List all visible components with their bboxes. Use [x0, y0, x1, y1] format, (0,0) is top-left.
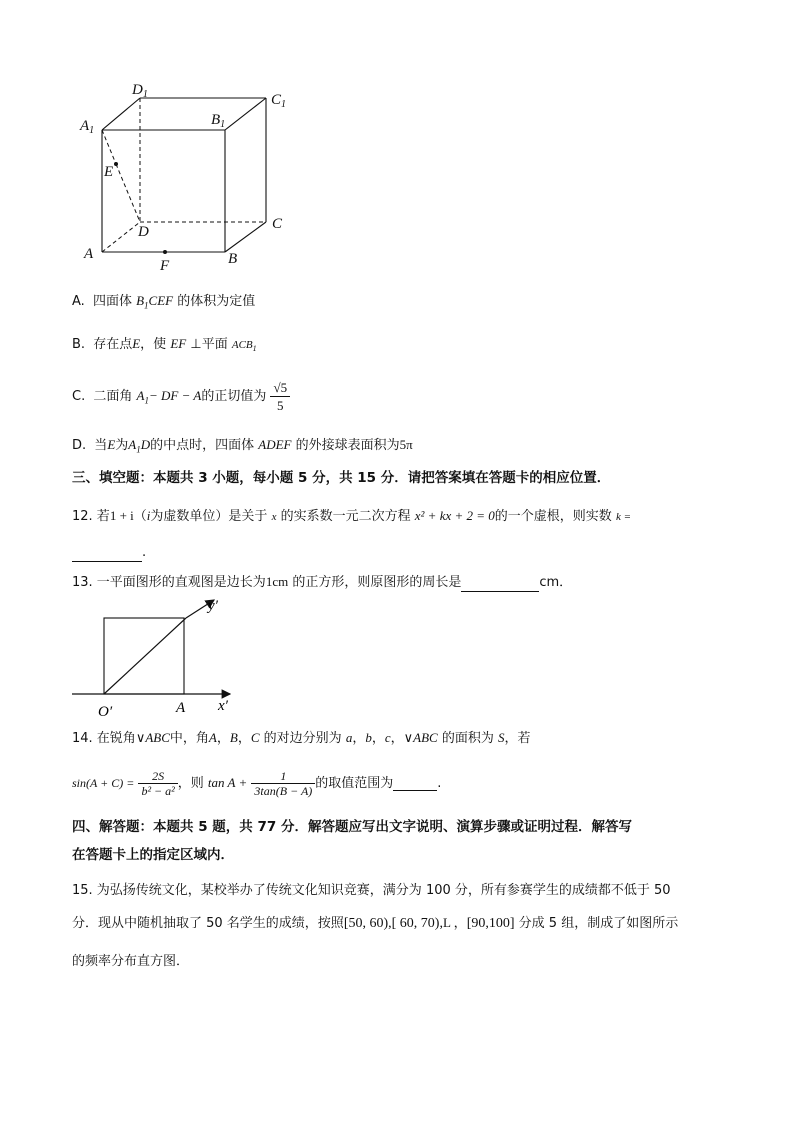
- fraction-sqrt5-over-5: $\frac{√5}{5}$: [270, 379, 290, 414]
- label-a1: $A_1$: [80, 118, 95, 136]
- math-a1: $A_1$: [136, 388, 149, 406]
- segment-a1e: [102, 130, 116, 164]
- answer-blank-14[interactable]: [393, 776, 437, 791]
- label-a: A: [84, 246, 94, 262]
- option-a: A. 四面体 $B_1CEF$ 的体积为定值: [72, 293, 256, 311]
- math-acb1: $ACB_1$: [231, 339, 257, 354]
- label-e: E: [104, 164, 114, 180]
- edge-a1d1: [102, 98, 140, 130]
- fraction-2s: $\frac{2S}{\text{b² − a²}}$: [138, 769, 177, 798]
- segment-ed: [116, 164, 140, 222]
- label-c1: $C_1$: [271, 92, 287, 110]
- answer-blank-13[interactable]: [461, 577, 539, 592]
- math-a1d: $A_1D$: [128, 437, 151, 455]
- section-4-heading-line1: 四、解答题：本题共 5 题，共 77 分．解答题应写出文字说明、演算步骤或证明过程．解答写: [72, 819, 632, 835]
- label-o-prime: O′: [98, 704, 113, 720]
- y-axis-lower: [104, 618, 186, 694]
- label-y-prime: y′: [208, 598, 218, 614]
- question-13: 13. 一平面图形的直观图是边长为1cm 的正方形，则原图形的周长是 cm．: [72, 574, 573, 590]
- answer-blank-12[interactable]: [72, 547, 142, 562]
- question-15-line3: 的频率分布直方图．: [72, 954, 190, 969]
- question-14-formula: sin(A + C) = $\frac{2S}{\text{b² − a²}}$ ，则 tan A + $\frac{1}{3\tan(B - A)}$ 的取值范围为 .: [72, 769, 442, 798]
- option-d: D. 当E为$A_1D$的中点时，四面体 ADEF 的外接球表面积为5π: [72, 437, 413, 455]
- label-d1: $D_1$: [132, 82, 148, 100]
- oblique-view-figure: [68, 594, 248, 724]
- cube-figure: [70, 78, 310, 278]
- question-12: 12. 若1 + i（i为虚数单位）是关于 x 的实系数一元二次方程 x² + kx + 2 = 0的一个虚根，则实数 k =: [72, 508, 631, 524]
- label-c: C: [272, 216, 283, 232]
- question-12-answer-line: .: [72, 544, 146, 562]
- point-e: [114, 162, 118, 166]
- fraction-tan: $\frac{1}{3\tan(B - A)}$: [251, 769, 315, 798]
- label-b: B: [228, 251, 238, 267]
- label-b1: $B_1$: [211, 112, 226, 130]
- edge-bc: [225, 222, 266, 252]
- math-b1: $B_1$: [136, 293, 149, 311]
- point-f: [163, 250, 167, 254]
- option-b: B. 存在点E，使 EF ⊥平面 $ACB_1$: [72, 336, 257, 354]
- question-15-line1: 15. 为弘扬传统文化，某校举办了传统文化知识竞赛，满分为 100 分，所有参赛学生的成绩都不低于 50: [72, 883, 671, 898]
- label-a: A: [176, 700, 186, 716]
- edge-b1c1: [225, 98, 266, 130]
- label-x-prime: x′: [218, 698, 228, 714]
- question-14: 14. 在锐角∨ABC中，角A，B，C 的对边分别为 a，b，c，∨ABC 的面积为 S，若: [72, 730, 531, 746]
- label-f: F: [160, 258, 170, 274]
- label-d: D: [138, 224, 149, 240]
- edge-ad: [102, 222, 140, 252]
- question-15-line2: 分．现从中随机抽取了 50 名学生的成绩，按照[50, 60),[ 60, 70),L ，[90,100] 分成 5 组，制成了如图所示: [72, 915, 679, 931]
- section-3-heading: 三、填空题：本题共 3 小题，每小题 5 分，共 15 分．请把答案填在答题卡的相应位置．: [72, 470, 611, 486]
- option-c: C. 二面角 $A_1-$ DF − A的正切值为 $\frac{√5}{5}$: [72, 374, 290, 418]
- section-4-heading-line2: 在答题卡上的指定区域内．: [72, 847, 234, 863]
